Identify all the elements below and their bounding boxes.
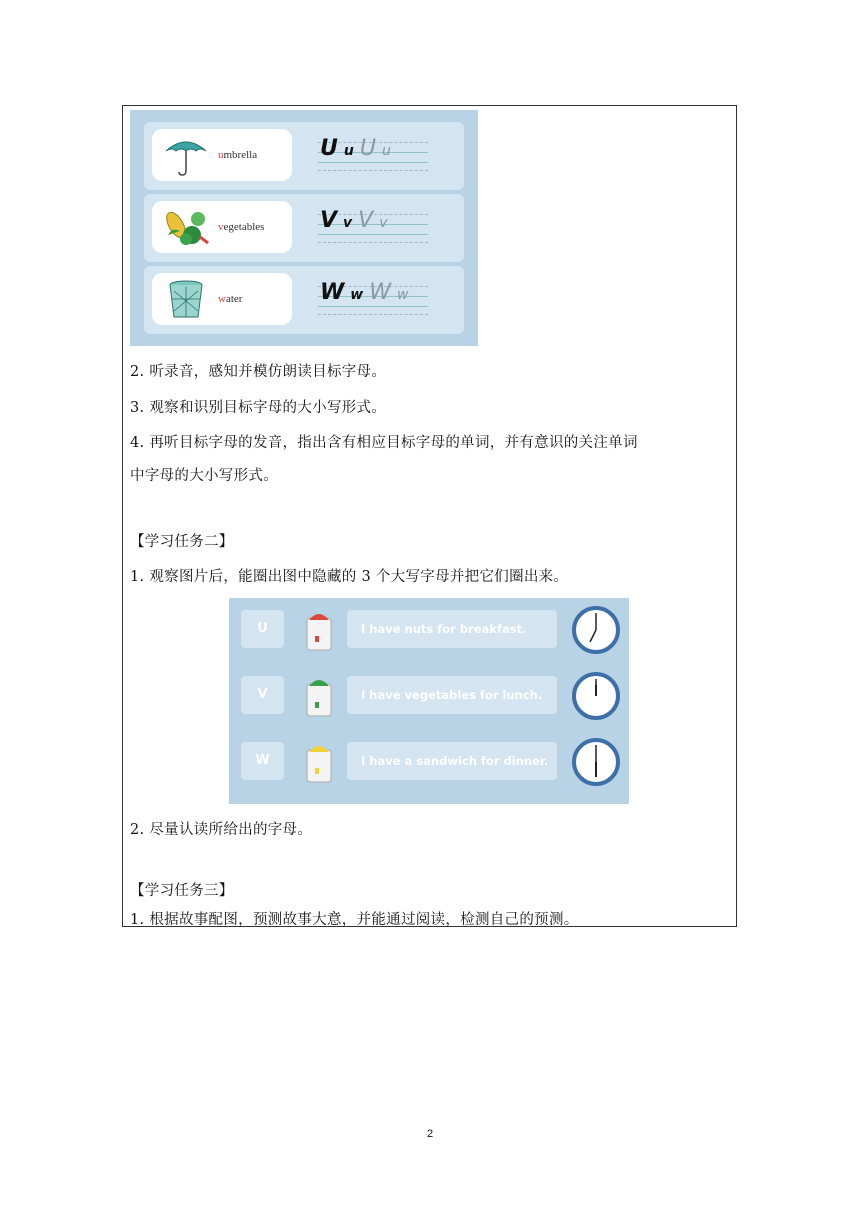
step-text: 中字母的大小写形式。: [130, 468, 278, 484]
picture-row-u: [229, 598, 629, 660]
picture-row-v: [229, 664, 629, 726]
letter-pair: U u U u: [320, 136, 391, 161]
clock-twelve-icon: [571, 671, 621, 721]
word-rest: mbrella: [223, 149, 258, 161]
clock-seven-icon: [571, 605, 621, 655]
phonics-row-u: [144, 122, 464, 190]
task3-heading: 【学习任务三】: [130, 883, 234, 899]
word-card: [152, 273, 292, 325]
picture-row-w: [229, 730, 629, 792]
word-card: [152, 201, 292, 253]
trash-bin-icon: [162, 277, 210, 321]
step-text: 4. 再听目标字母的发音，指出含有相应目标字母的单词，并有意识的关注单词: [130, 435, 638, 451]
jar-icon: [303, 610, 335, 652]
task2-heading: 【学习任务二】: [130, 534, 234, 550]
clock-six-icon: [571, 737, 621, 787]
sentence-box: I have a sandwich for dinner.: [347, 742, 557, 780]
letter-pair: W w W w: [320, 280, 409, 305]
vegetables-icon: [162, 205, 210, 249]
word-first-letter: v: [218, 221, 224, 233]
sentence-box: I have nuts for breakfast.: [347, 610, 557, 648]
jar-icon: [303, 742, 335, 784]
sentence-box: I have vegetables for lunch.: [347, 676, 557, 714]
word-rest: ater: [225, 293, 243, 305]
jar-icon: [303, 676, 335, 718]
letter-box: U: [241, 610, 284, 648]
step-text: 1. 观察图片后，能圈出图中隐藏的 3 个大写字母并把它们圈出来。: [130, 569, 569, 585]
word-rest: egetables: [223, 221, 265, 233]
umbrella-icon: [162, 133, 210, 177]
step-text: 1. 根据故事配图，预测故事大意，并能通过阅读，检测自己的预测。: [130, 912, 579, 928]
step-text: 2. 尽量认读所给出的字母。: [130, 822, 313, 838]
word-first-letter: u: [218, 149, 224, 161]
hidden-letters-picture: [229, 598, 629, 804]
page-number: 2: [426, 1128, 434, 1140]
letter-box: V: [241, 676, 284, 714]
step-text: 2. 听录音，感知并模仿朗读目标字母。: [130, 364, 387, 380]
phonics-row-v: [144, 194, 464, 262]
phonics-row-w: [144, 266, 464, 334]
phonics-card: [130, 110, 478, 346]
letter-pair: V v V v: [320, 208, 388, 233]
letter-box: W: [241, 742, 284, 780]
step-text: 3. 观察和识别目标字母的大小写形式。: [130, 400, 387, 416]
word-first-letter: w: [218, 293, 226, 305]
word-card: [152, 129, 292, 181]
